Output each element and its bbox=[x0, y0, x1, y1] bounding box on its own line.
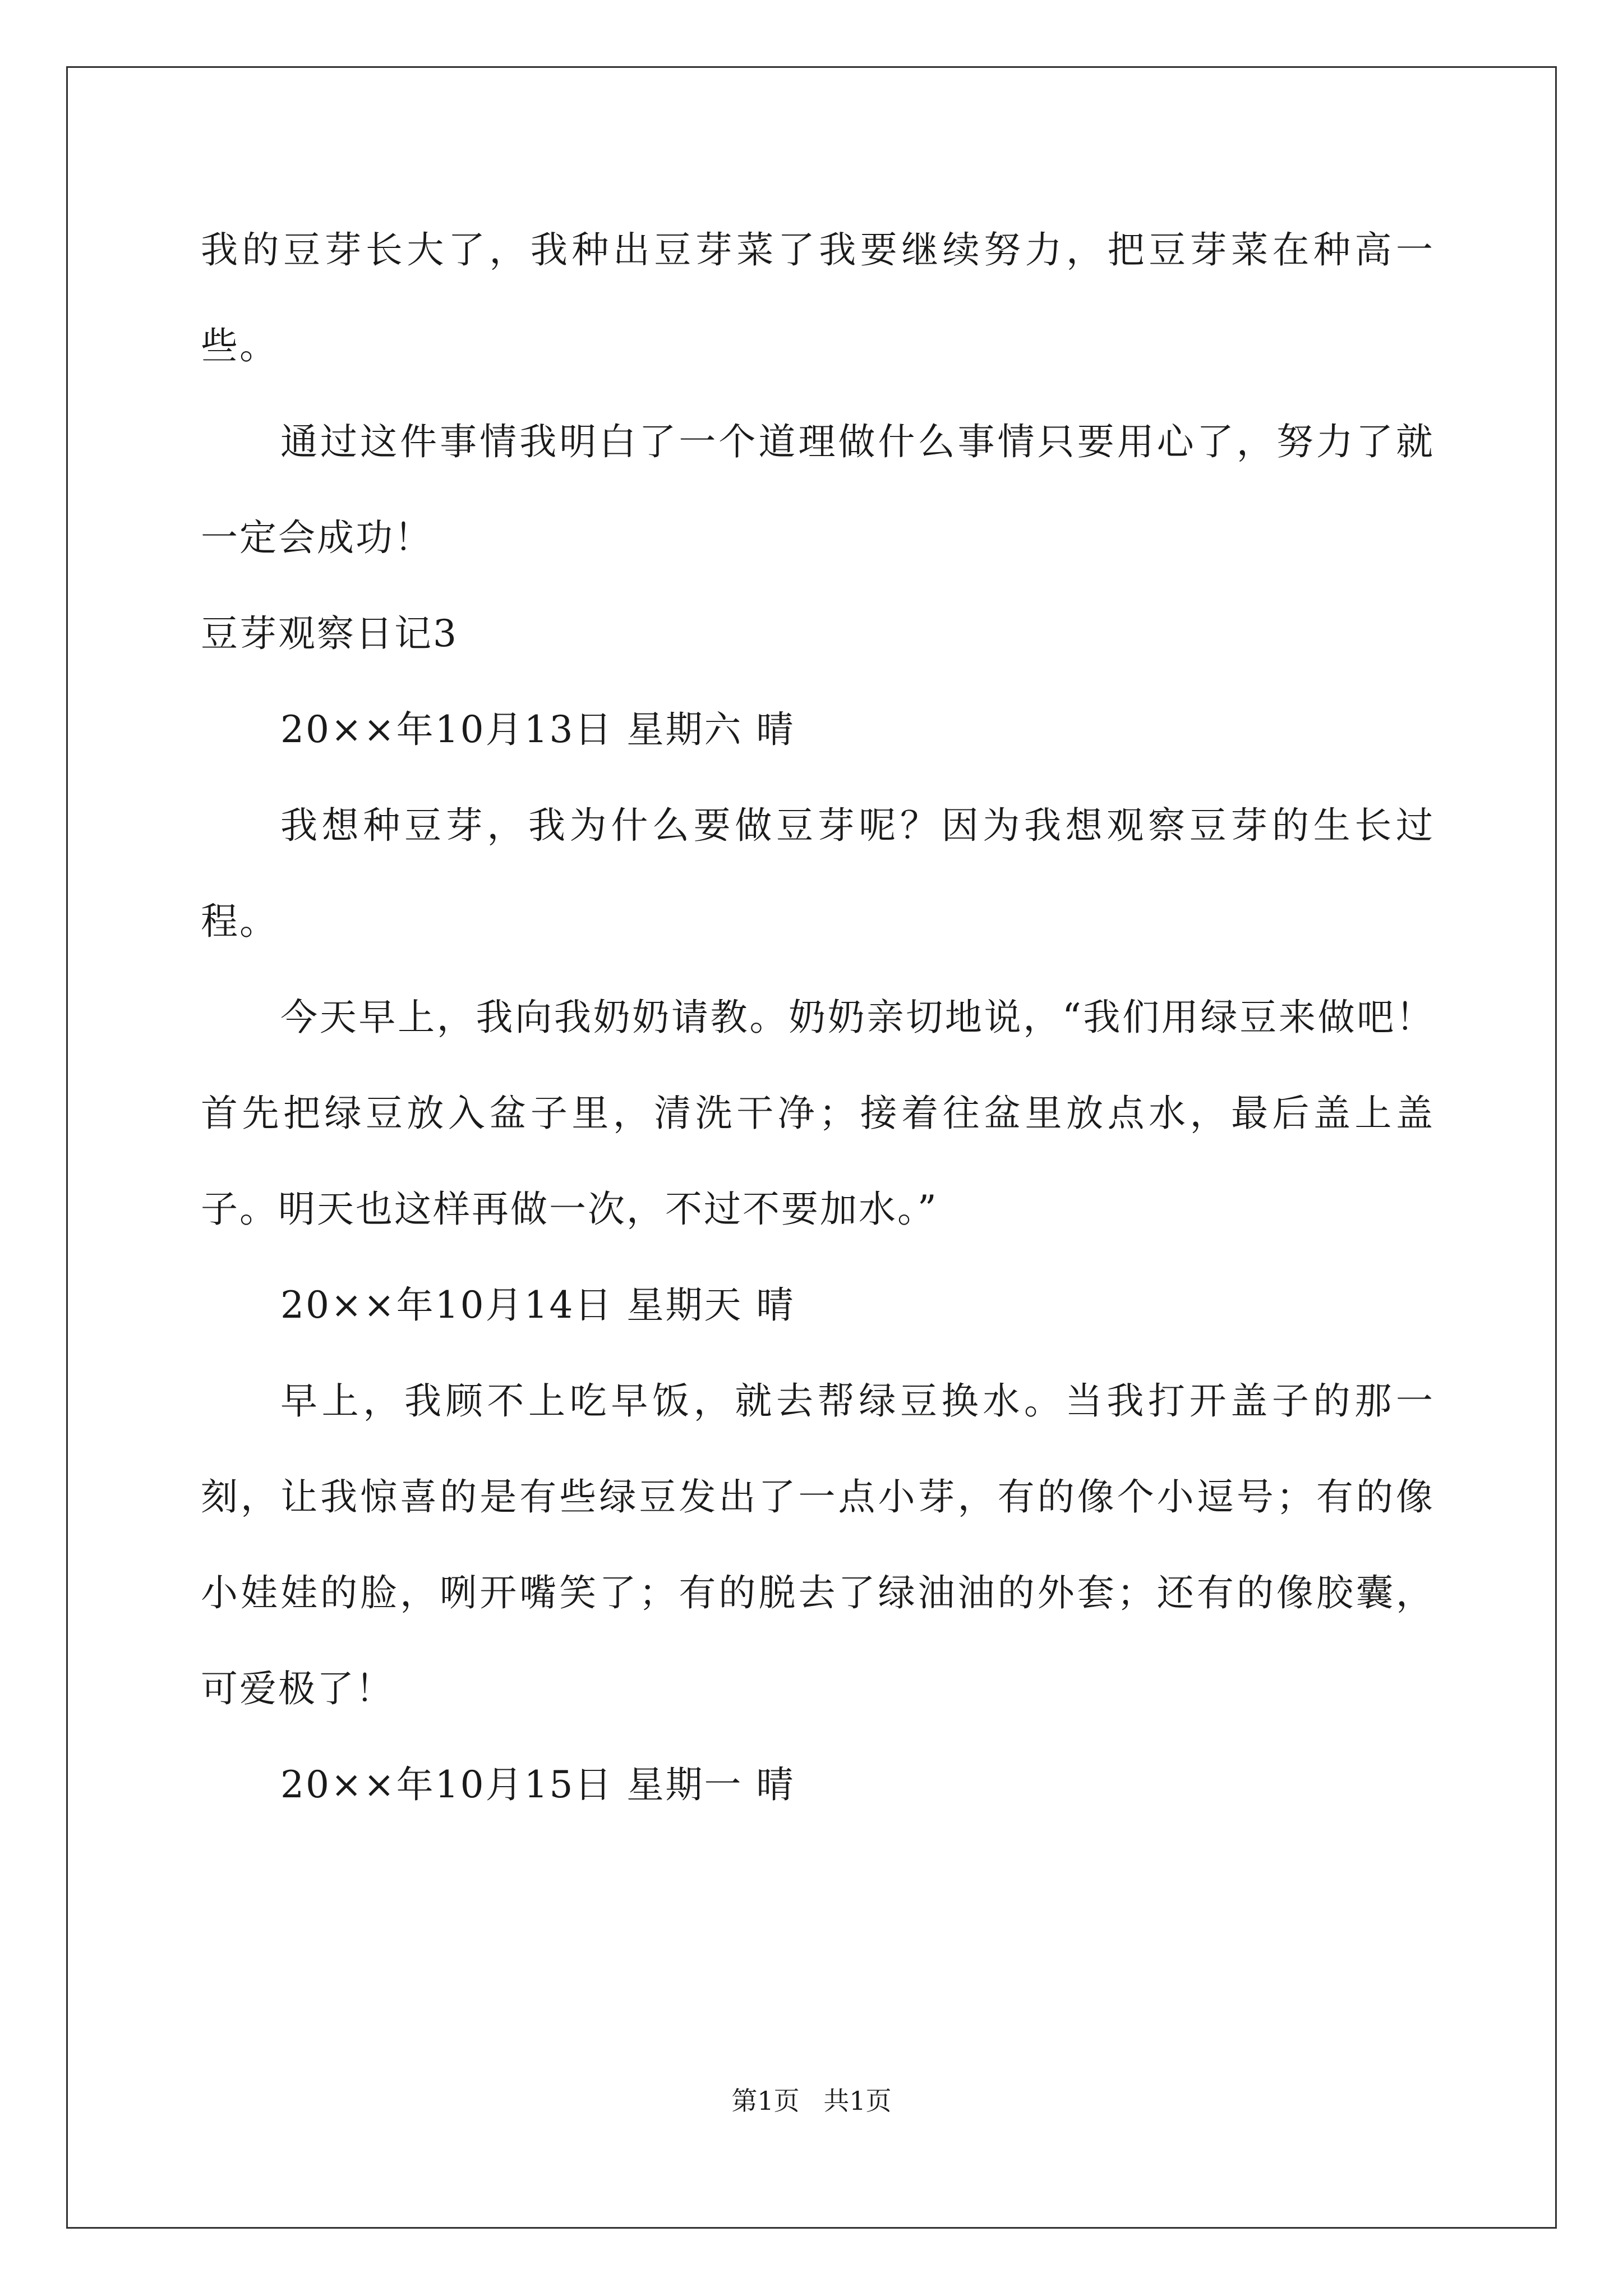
page-footer bbox=[0, 2084, 1623, 2118]
document-body bbox=[201, 202, 1435, 1833]
diary-date-1: 20××年10月13日 星期六 晴 bbox=[280, 708, 795, 751]
page-total: 共1页 bbox=[823, 2086, 892, 2116]
paragraph-8: 早上，我顾不上吃早饭，就去帮绿豆换水。当我打开盖子的那一刻，让我惊喜的是有些绿豆发出了一点小芽，有的像个小逗号；有的像小娃娃的脸，咧开嘴笑了；有的脱去了绿油油的外套；还有的像胶囊，可爱极了！ bbox=[201, 1379, 1435, 1710]
page-number: 第1页 bbox=[731, 2086, 800, 2116]
diary-date-2: 20××年10月14日 星期天 晴 bbox=[280, 1283, 795, 1327]
paragraph-2: 通过这件事情我明白了一个道理做什么事情只要用心了，努力了就一定会成功！ bbox=[201, 420, 1435, 559]
paragraph-6: 今天早上，我向我奶奶请教。奶奶亲切地说，“我们用绿豆来做吧！首先把绿豆放入盆子里，清洗干净；接着往盆里放点水，最后盖上盖子。明天也这样再做一次，不过不要加水。” bbox=[201, 996, 1435, 1231]
paragraph-1: 我的豆芽长大了，我种出豆芽菜了我要继续努力，把豆芽菜在种高一些。 bbox=[201, 228, 1435, 367]
section-heading: 豆芽观察日记3 bbox=[201, 612, 458, 655]
paragraph-5: 我想种豆芽，我为什么要做豆芽呢？因为我想观察豆芽的生长过程。 bbox=[201, 804, 1435, 943]
diary-date-3: 20××年10月15日 星期一 晴 bbox=[280, 1763, 795, 1806]
